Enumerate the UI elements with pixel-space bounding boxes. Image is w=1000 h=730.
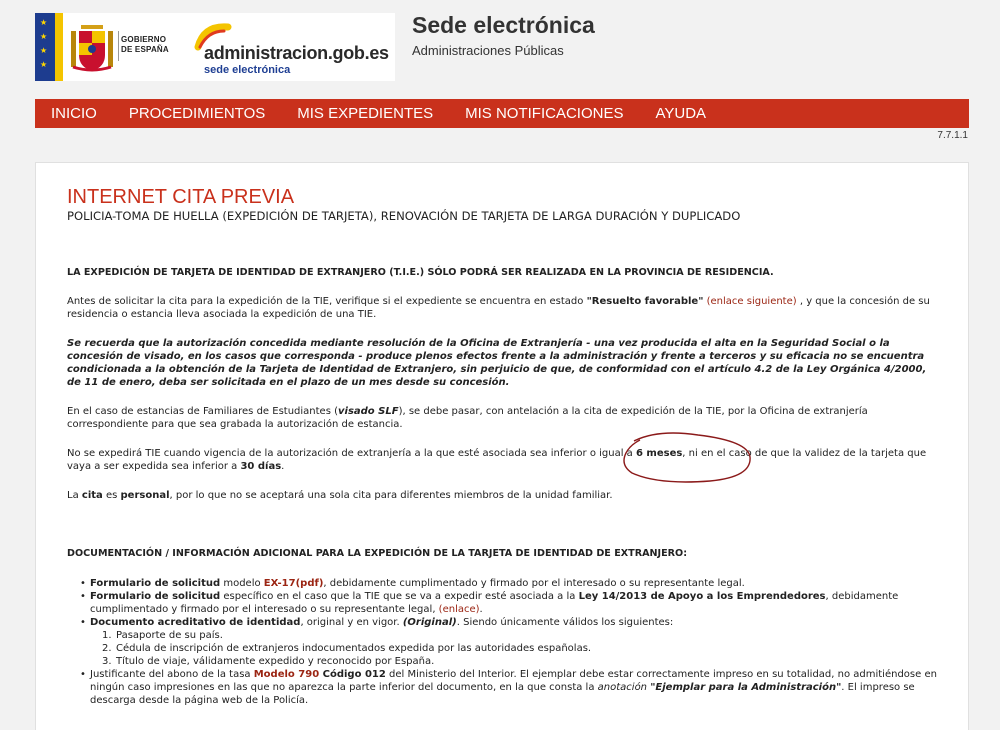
gobierno-logo-line-2: DE ESPAÑA xyxy=(121,45,169,54)
gobierno-logo-text xyxy=(121,35,169,55)
list-number: 2. xyxy=(102,643,112,654)
li1-text-c: , debidamente cumplimentado y firmado por el interesado o su representante legal. xyxy=(323,578,745,589)
li4-text-c: del Ministerio del Interior. El ejemplar debe estar correctamente impreso en su totalidad, no admitiéndose en ningún caso impresiones en las que no aparezca la parte inferior del documento, en la que consta la xyxy=(90,669,937,693)
li2-text-d: . xyxy=(479,604,483,615)
site-subtitle: Administraciones Públicas xyxy=(412,43,564,58)
li2-text-a: específico en el caso que la TIE que se va a expedir esté asociada a la xyxy=(220,591,579,602)
li2-law: Ley 14/2013 de Apoyo a los Emprendedores xyxy=(578,591,826,602)
residence-notice: LA EXPEDICIÓN DE TARJETA DE IDENTIDAD DE EXTRANJERO (T.I.E.) SÓLO PODRÁ SER REALIZADA EN LA PROVINCIA DE RESIDENCIA. xyxy=(67,267,774,278)
paragraph-validity xyxy=(67,447,942,473)
p4-text-a: No se expedirá TIE cuando vigencia de la autorización de extranjería a la que esté asociada sea inferior o igual a xyxy=(67,448,636,459)
flag-strip xyxy=(55,13,63,81)
li2-bold: Formulario de solicitud xyxy=(90,591,221,602)
li1-text-a: modelo xyxy=(220,578,264,589)
li3-bold: Documento acreditativo de identidad xyxy=(90,617,301,628)
p4-thirty-days: 30 días xyxy=(240,461,282,472)
documentation-heading: DOCUMENTACIÓN / INFORMACIÓN ADICIONAL PARA LA EXPEDICIÓN DE LA TARJETA DE IDENTIDAD DE EXTRANJERO: xyxy=(67,548,688,559)
paragraph-family-students xyxy=(67,405,942,431)
nav-item-mis-expedientes[interactable]: MIS EXPEDIENTES xyxy=(297,105,434,122)
eu-flag-strip: ★ ★ ★ ★ xyxy=(35,13,55,81)
nav-item-mis-notificaciones[interactable]: MIS NOTIFICACIONES xyxy=(465,105,624,122)
logo-divider xyxy=(118,31,119,61)
page-subtitle: POLICIA-TOMA DE HUELLA (EXPEDICIÓN DE TARJETA), RENOVACIÓN DE TARJETA DE LARGA DURACIÓN Y DUPLICADO xyxy=(67,209,741,223)
li1-bold: Formulario de solicitud xyxy=(90,578,221,589)
hand-drawn-circle-annotation xyxy=(618,431,762,485)
coat-of-arms-icon xyxy=(69,21,115,75)
paragraph-personal xyxy=(67,489,942,502)
p1-text-a: Antes de solicitar la cita para la expedición de la TIE, verifique si el expediente se encuentra en estado xyxy=(67,296,587,307)
p4-text-d: . xyxy=(281,461,285,472)
admin-logo-main-text: administracion.gob.es xyxy=(204,43,389,63)
list-number: 1. xyxy=(102,630,112,641)
page-title: INTERNET CITA PREVIA xyxy=(67,186,295,208)
p5-cita: cita xyxy=(81,490,103,501)
list-item xyxy=(102,642,942,655)
nav-item-inicio[interactable]: INICIO xyxy=(51,105,97,122)
p5-text-a: La xyxy=(67,490,82,501)
enlace-siguiente-link[interactable]: (enlace siguiente) xyxy=(706,296,797,307)
main-nav xyxy=(35,99,969,128)
list-item xyxy=(80,590,942,616)
list-number: 3. xyxy=(102,656,112,667)
li4-text-a: Justificante del abono de la tasa xyxy=(90,669,254,680)
administracion-gob-logo[interactable] xyxy=(180,13,395,81)
p1-status: "Resuelto favorable" xyxy=(586,296,704,307)
id-doc-travel: Título de viaje, válidamente expedido y reconocido por España. xyxy=(116,656,435,667)
p3-text-b: ), se debe pasar, con antelación a la cita de expedición de la TIE, por la Oficina de extranjería correspondiente para que sea grabada la autorización de estancia. xyxy=(67,406,868,430)
id-doc-cedula: Cédula de inscripción de extranjeros indocumentados expedida por las autoridades españolas. xyxy=(116,643,592,654)
site-title: Sede electrónica xyxy=(412,12,595,38)
id-doc-passport: Pasaporte de su país. xyxy=(116,630,223,641)
p4-six-months: 6 meses xyxy=(635,448,683,459)
site-header xyxy=(0,0,1000,92)
list-item xyxy=(102,629,942,642)
paragraph-legal-reminder: Se recuerda que la autorización concedida mediante resolución de la Oficina de Extranjería - una vez producida el alta en la Seguridad Social o la concesión de visado, en los casos que corresponda - produce plenos efectos frente a la administración y frente a terceros y su eficacia no se encuentra condicionada a la obtención de la Tarjeta de Identidad de Extranjero, sin perjuicio de que, de conformidad con el artículo 4.2 de la Ley Orgánica 4/2000, de 11 de enero, deba ser solicitada en el plazo de un mes desde su concesión. xyxy=(67,338,927,388)
modelo-790-link[interactable]: Modelo 790 xyxy=(253,669,320,680)
enlace-link[interactable]: (enlace) xyxy=(438,604,480,615)
gobierno-logo-line-1: GOBIERNO xyxy=(121,35,167,44)
list-item xyxy=(102,655,942,668)
nav-item-procedimientos[interactable]: PROCEDIMIENTOS xyxy=(128,105,266,122)
nav-item-ayuda[interactable]: AYUDA xyxy=(655,105,707,122)
p4-text-c: , ni en el caso de que la validez de la tarjeta que vaya a ser expedida sea inferior a xyxy=(67,448,927,472)
li4-ejemplar: "Ejemplar para la Administración" xyxy=(650,682,842,693)
content-panel xyxy=(35,162,969,730)
id-documents-list xyxy=(90,629,942,668)
li4-anotacion: anotación xyxy=(597,682,651,693)
p5-text-d: , por lo que no se aceptará una sola cita para diferentes miembros de la unidad familiar. xyxy=(169,490,613,501)
list-item xyxy=(80,616,942,668)
list-item xyxy=(80,668,942,707)
li4-codigo: Código 012 xyxy=(319,669,386,680)
li3-text-c: . Siendo únicamente válidos los siguientes: xyxy=(456,617,674,628)
admin-logo-sub-text: sede electrónica xyxy=(204,64,291,76)
p5-personal: personal xyxy=(120,490,170,501)
li3-text-a: , original y en vigor. xyxy=(300,617,403,628)
ex17-pdf-link[interactable]: EX-17(pdf) xyxy=(263,578,324,589)
li3-original: (Original) xyxy=(402,617,457,628)
li2-text-c: , debidamente cumplimentado y firmado por el interesado o su representante legal, xyxy=(90,591,899,615)
gobierno-de-espana-logo[interactable] xyxy=(35,13,180,81)
p3-visado: visado SLF xyxy=(338,406,399,417)
li4-text-d: . El impreso se descarga desde la página web de la Policía. xyxy=(90,682,915,706)
main-content xyxy=(67,185,942,707)
p1-text-b: , y que la concesión de su residencia o estancia lleva asociada la expedición de una TIE. xyxy=(67,296,930,320)
p5-text-c: es xyxy=(102,490,121,501)
version-label: 7.7.1.1 xyxy=(937,130,968,141)
list-item xyxy=(80,577,942,590)
paragraph-verify-status xyxy=(67,295,942,321)
p3-text-a: En el caso de estancias de Familiares de Estudiantes ( xyxy=(67,406,338,417)
documentation-list xyxy=(67,577,942,707)
